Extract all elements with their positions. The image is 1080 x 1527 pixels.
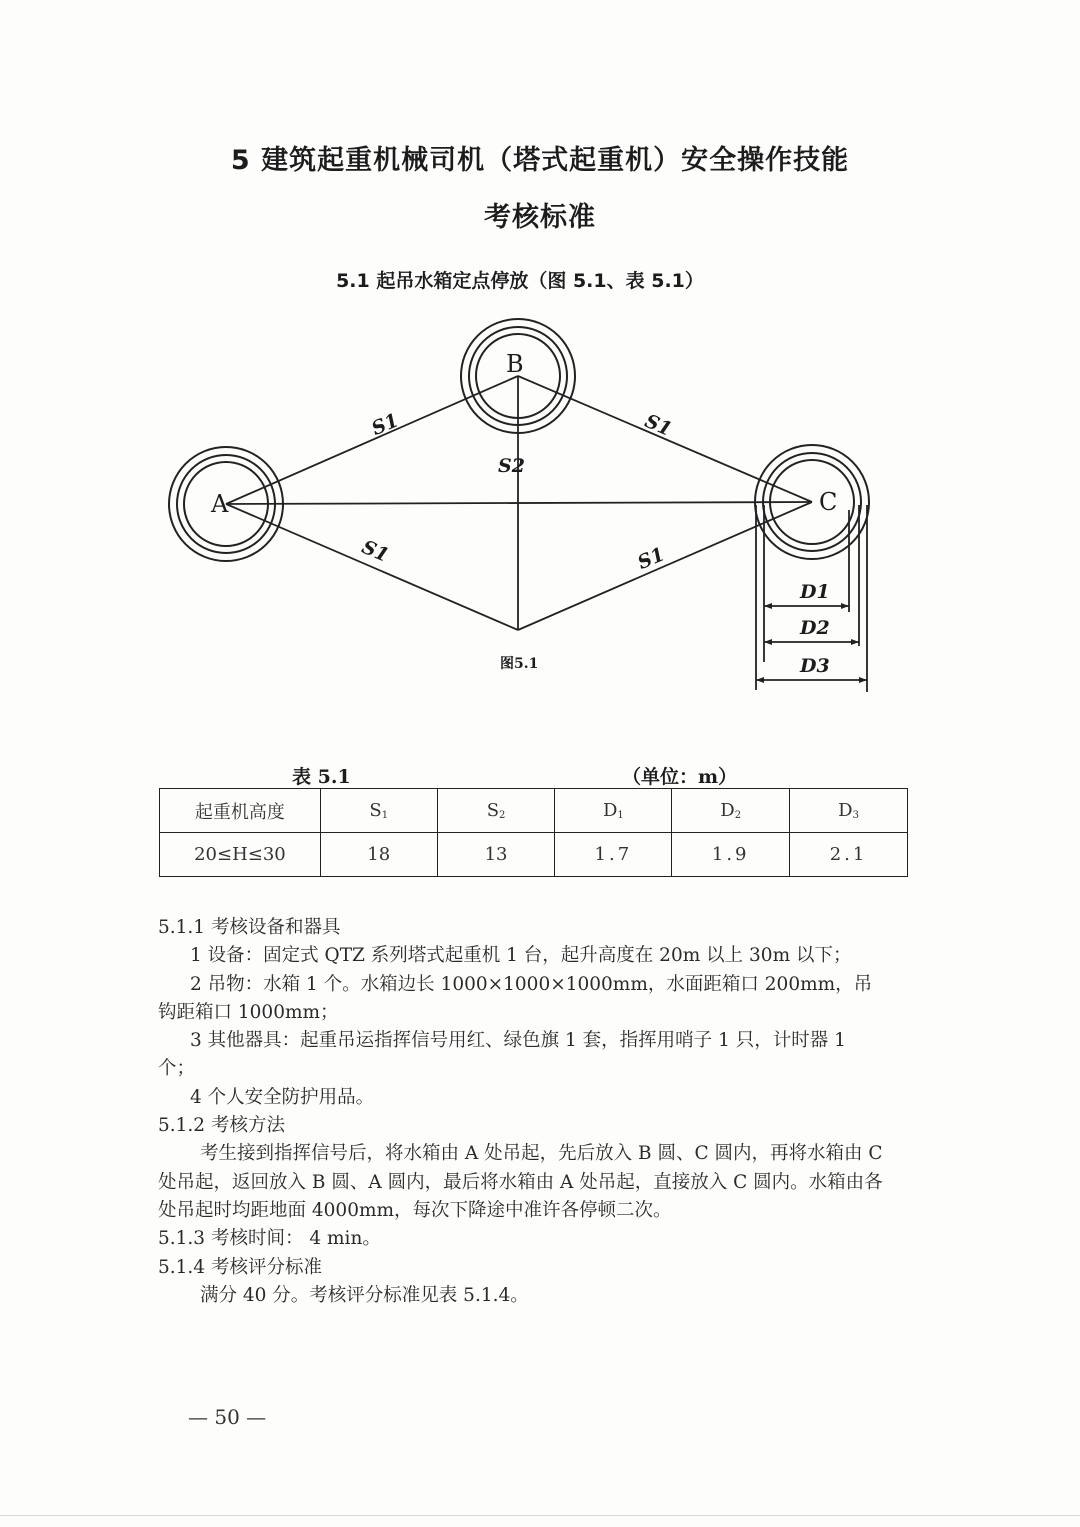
heading-5-1-2: 5.1.2 考核方法 (158, 1115, 285, 1137)
item-other-tools: 3 其他器具：起重吊运指挥信号用红、绿色旗 1 套，指挥用哨子 1 只，计时器 1 个； (158, 1030, 846, 1080)
header-d2: $D_2$ (672, 789, 790, 833)
table-5-1 (159, 788, 908, 877)
item-load: 2 吊物：水箱 1 个。水箱边长 1000×1000×1000mm，水面距箱口 200mm，吊钩距箱口 1000mm； (158, 973, 873, 1023)
cell-s2: 13 (437, 833, 555, 877)
arrow-d2-left (764, 639, 772, 645)
item-protection: 4 个人安全防护用品。 (190, 1086, 375, 1108)
arrow-d2-right (851, 639, 859, 645)
label-s1-bc: S1 (641, 409, 675, 441)
line-a-b (226, 376, 518, 504)
table-caption: 表 5.1 (292, 766, 351, 788)
label-s1-bottom-c: S1 (634, 543, 668, 575)
heading-5-1-4: 5.1.4 考核评分标准 (158, 1256, 322, 1278)
header-d3: $D_3$ (790, 789, 908, 833)
label-d1: D1 (800, 581, 830, 603)
document-title: 5 建筑起重机械司机（塔式起重机）安全操作技能 (230, 145, 850, 176)
label-s2: S2 (498, 455, 525, 477)
heading-5-1-1: 5.1.1 考核设备和器具 (158, 917, 341, 938)
paragraph-method: 考生接到指挥信号后，将水箱由 A 处吊起，先后放入 B 圆、C 圆内，再将水箱由 C 处吊起，返回放入 B 圆、A 圆内，最后将水箱由 A 处吊起，直接放入 C 圆内。水箱由各处吊起时均距地面 4000mm，每次下降途中准许各停顿二次。 (158, 1143, 883, 1221)
cell-d1: 1.7 (555, 833, 672, 877)
point-a-label: A (211, 490, 229, 518)
arrow-d3-left (756, 677, 764, 683)
header-s2: $S_2$ (437, 789, 555, 833)
arrow-d3-right (859, 677, 867, 683)
point-b-label: B (506, 350, 524, 378)
item-equipment: 1 设备：固定式 QTZ 系列塔式起重机 1 台，起升高度在 20m 以上 30m 以下； (190, 945, 852, 967)
cell-d3: 2.1 (790, 833, 908, 877)
figure-5-1-diagram (0, 0, 1080, 720)
line-a-bottom (226, 504, 518, 630)
point-c-label: C (819, 488, 838, 516)
header-s1: $S_1$ (320, 789, 437, 833)
arrow-d1-right (841, 603, 849, 609)
label-s1-a-bottom: S1 (358, 535, 392, 567)
heading-5-1-3: 5.1.3 考核时间： 4 min。 (158, 1228, 381, 1250)
cell-s1: 18 (320, 833, 437, 877)
table-unit: （单位：m） (622, 766, 738, 788)
line-bottom-c (518, 502, 812, 630)
table-header-row (160, 789, 908, 833)
cell-height-range: 20≤H≤30 (160, 833, 321, 877)
header-d1: $D_1$ (555, 789, 672, 833)
document-title-line2: 考核标准 (484, 202, 596, 233)
page-bottom-edge (0, 1515, 1080, 1516)
cell-d2: 1.9 (672, 833, 790, 877)
label-s1-ab: S1 (368, 409, 402, 441)
body-text (158, 914, 888, 1310)
arrow-d1-left (764, 603, 772, 609)
header-crane-height: 起重机高度 (160, 789, 321, 833)
paragraph-scoring: 满分 40 分。考核评分标准见表 5.1.4。 (200, 1284, 529, 1306)
page-number: — 50 — (188, 1405, 267, 1429)
label-d3: D3 (800, 655, 830, 677)
table-row (160, 833, 908, 877)
figure-caption: 图5.1 (500, 656, 539, 672)
line-a-c (226, 502, 812, 504)
label-d2: D2 (800, 617, 830, 639)
section-title: 5.1 起吊水箱定点停放（图 5.1、表 5.1） (336, 270, 704, 292)
